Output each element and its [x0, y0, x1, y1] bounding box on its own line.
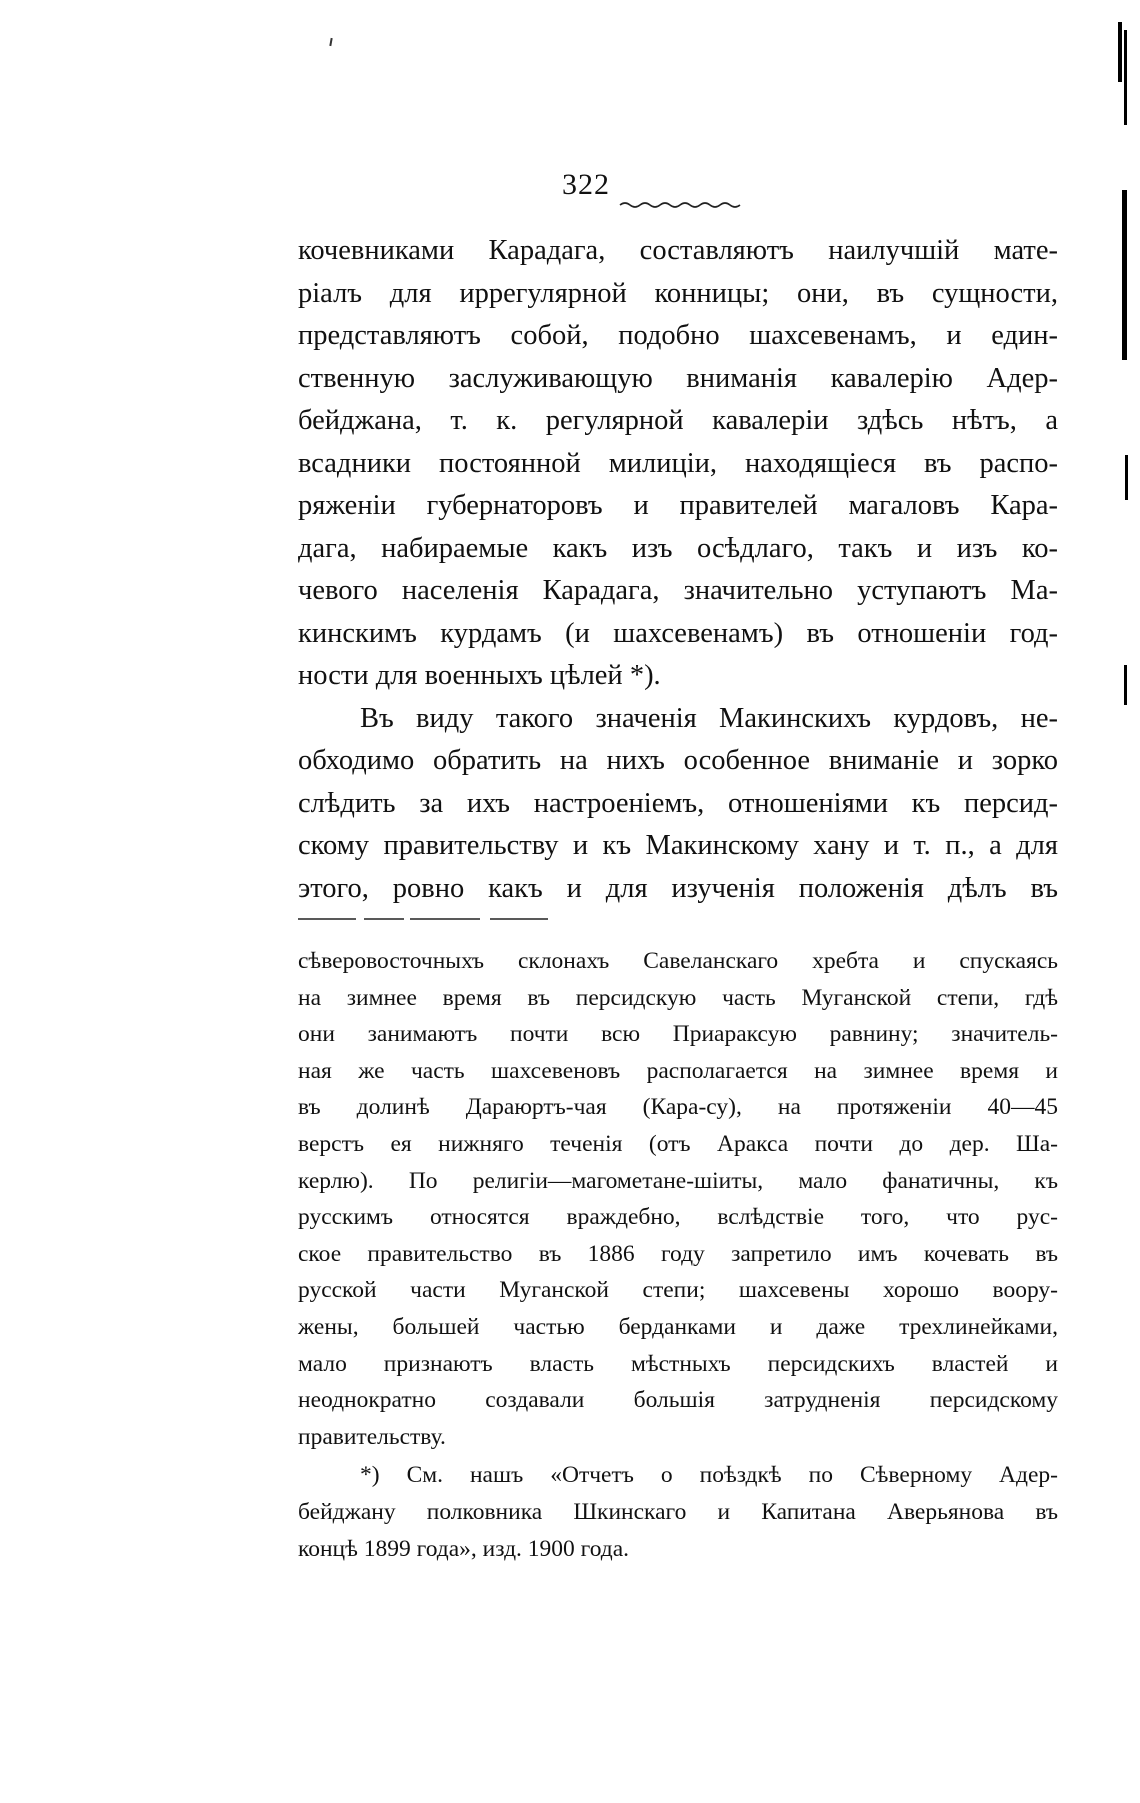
- footnote-line: жены, большей частью берданками и даже трехлинейками,: [298, 1313, 1058, 1340]
- footnote-line: верстъ ея нижняго теченія (отъ Аракса почти до дер. Ша-: [298, 1130, 1058, 1157]
- text-line: скому правительству и къ Макинскому хану и т. п., а для: [298, 830, 1058, 861]
- text-line: ственную заслуживающую вниманія кавалерію Адер-: [298, 362, 1058, 394]
- footnote-separator: [298, 918, 548, 920]
- text-line: бейджана, т. к. регулярной кавалеріи здѣсь нѣтъ, а: [298, 405, 1058, 436]
- footnote-continued: [298, 943, 1058, 1455]
- text-line: Въ виду такого значенія Макинскихъ курдовъ, не-: [360, 702, 1058, 734]
- footnote-line: ское правительство въ 1886 году запретило имъ кочевать въ: [298, 1240, 1058, 1267]
- footnotes: [298, 943, 1058, 1567]
- stray-ink-mark: [329, 38, 332, 46]
- text-line: дага, набираемые какъ изъ осѣдлаго, такъ и изъ ко-: [298, 532, 1058, 564]
- scan-edge-mark: [1118, 22, 1122, 82]
- text-line: кинскимъ курдамъ (и шахсевенамъ) въ отношеніи год-: [298, 617, 1058, 649]
- page-number-ornament: [618, 201, 743, 209]
- scan-edge-mark: [1124, 30, 1127, 125]
- text-line: слѣдить за ихъ настроеніемъ, отношеніями къ персид-: [298, 787, 1058, 819]
- text-line: обходимо обратить на нихъ особенное вниманіе и зорко: [298, 745, 1058, 776]
- text-line: кочевниками Карадага, составляютъ наилучшій мате-: [298, 235, 1058, 266]
- text-line: ности для военныхъ цѣлей *).: [298, 660, 661, 691]
- text-line: этого, ровно какъ и для изученія положенія дѣлъ въ: [298, 872, 1058, 904]
- footnote-line: они занимаютъ почти всю Приараксую равнину; значитель-: [298, 1021, 1058, 1048]
- main-text: [298, 230, 1058, 910]
- scan-edge-mark: [1124, 665, 1127, 705]
- footnote-line: въ долинѣ Дараюртъ-чая (Кара-су), на протяженіи 40—45: [298, 1094, 1058, 1121]
- text-line: чевого населенія Карадага, значительно уступаютъ Ма-: [298, 575, 1058, 606]
- footnote-line: концѣ 1899 года», изд. 1900 года.: [298, 1535, 630, 1562]
- footnote-line: керлю). По религіи—магометане-шіиты, мало фанатичны, къ: [298, 1167, 1058, 1194]
- text-line: представляютъ собой, подобно шахсевенамъ, и един-: [298, 320, 1058, 351]
- footnote-line: *) См. нашъ «Отчетъ о поѣздкѣ по Сѣверному Адер-: [360, 1462, 1058, 1489]
- footnote-line: на зимнее время въ персидскую часть Муганской степи, гдѣ: [298, 984, 1058, 1011]
- footnote-line: мало признаютъ власть мѣстныхъ персидскихъ властей и: [298, 1350, 1058, 1377]
- footnote-line: сѣверовосточныхъ склонахъ Савеланскаго хребта и спускаясь: [298, 948, 1058, 974]
- footnote-line: бейджану полковника Шкинскаго и Капитана Аверьянова въ: [298, 1498, 1058, 1525]
- text-line: всадники постоянной милиціи, находящіеся въ распо-: [298, 447, 1058, 479]
- footnote-line: неоднократно создавали большія затрудненія персидскому: [298, 1387, 1058, 1414]
- scan-edge-mark: [1125, 455, 1128, 500]
- footnote-line: ная же часть шахсевеновъ располагается на зимнее время и: [298, 1057, 1058, 1084]
- footnote-line: правительству.: [298, 1423, 446, 1450]
- page-number: 322: [562, 168, 610, 201]
- text-line: ряженіи губернаторовъ и правителей магаловъ Кара-: [298, 490, 1058, 521]
- footnote-line: русской части Муганской степи; шахсевены хорошо воору-: [298, 1277, 1058, 1304]
- text-line: ріалъ для иррегулярной конницы; они, въ сущности,: [298, 277, 1058, 309]
- scan-edge-mark: [1123, 318, 1126, 358]
- footnote-asterisk: [298, 1457, 1058, 1567]
- footnote-line: русскимъ относятся враждебно, вслѣдствіе того, что рус-: [298, 1204, 1058, 1231]
